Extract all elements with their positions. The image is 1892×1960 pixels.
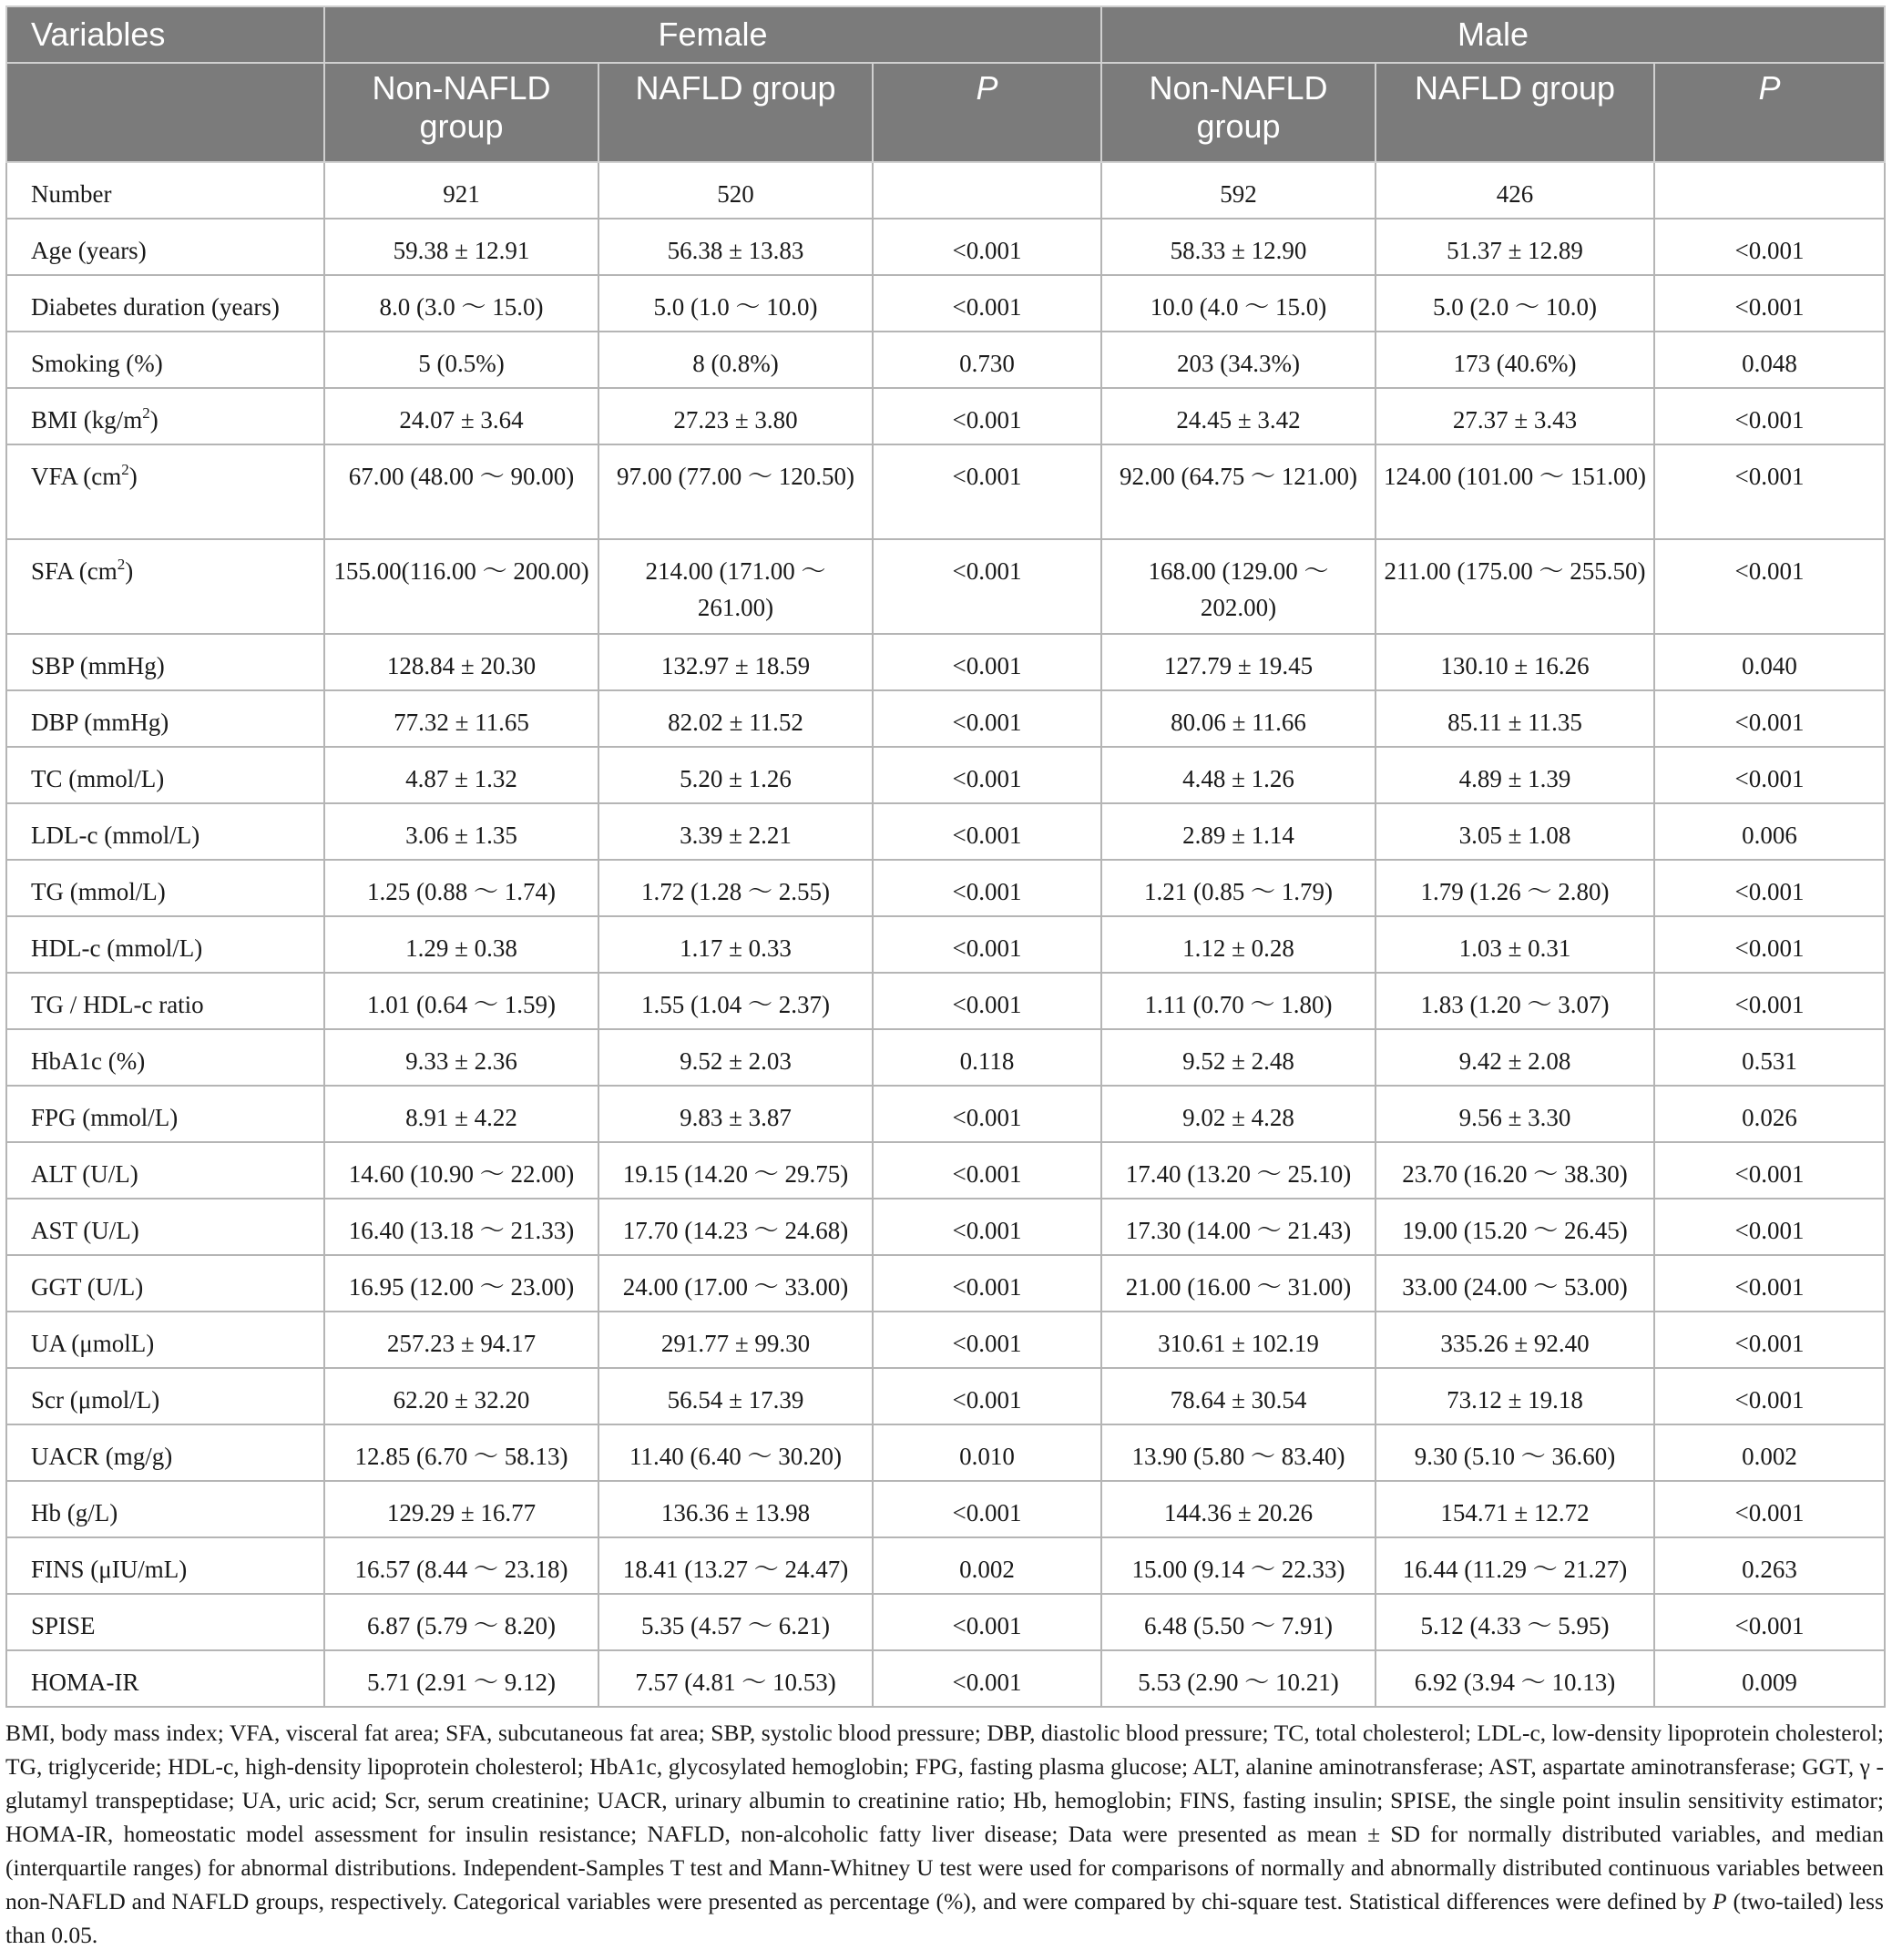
cell-male-p: <0.001 — [1654, 219, 1885, 275]
table-row — [6, 388, 1885, 444]
cell-male-p: <0.001 — [1654, 916, 1885, 973]
cell-male-non-nafld: 24.45 ± 3.42 — [1101, 388, 1376, 444]
cell-female-nafld: 27.23 ± 3.80 — [598, 388, 873, 444]
table-row — [6, 1199, 1885, 1255]
cell-male-nafld: 154.71 ± 12.72 — [1376, 1481, 1654, 1537]
row-label — [6, 690, 324, 747]
table-row — [6, 1312, 1885, 1368]
header-female-p: P — [873, 63, 1101, 162]
cell-female-non-nafld: 1.25 (0.88 ～ 1.74) — [324, 860, 598, 916]
cell-female-nafld: 1.55 (1.04 ～ 2.37) — [598, 973, 873, 1029]
table-row — [6, 1255, 1885, 1312]
row-label — [6, 1594, 324, 1650]
row-label — [6, 860, 324, 916]
row-label — [6, 747, 324, 803]
table-row — [6, 634, 1885, 690]
cell-male-p: 0.263 — [1654, 1537, 1885, 1594]
cell-male-non-nafld: 92.00 (64.75 ～ 121.00) — [1101, 444, 1376, 539]
cell-male-nafld: 6.92 (3.94 ～ 10.13) — [1376, 1650, 1654, 1707]
table-row — [6, 219, 1885, 275]
cell-female-nafld: 136.36 ± 13.98 — [598, 1481, 873, 1537]
cell-male-p: <0.001 — [1654, 1199, 1885, 1255]
cell-female-non-nafld: 16.57 (8.44 ～ 23.18) — [324, 1537, 598, 1594]
table-row — [6, 332, 1885, 388]
cell-male-nafld: 1.83 (1.20 ～ 3.07) — [1376, 973, 1654, 1029]
cell-female-non-nafld: 155.00(116.00 ～ 200.00) — [324, 539, 598, 634]
cell-male-nafld: 211.00 (175.00 ～ 255.50) — [1376, 539, 1654, 634]
cell-female-non-nafld: 921 — [324, 162, 598, 219]
cell-male-non-nafld: 5.53 (2.90 ～ 10.21) — [1101, 1650, 1376, 1707]
cell-female-nafld: 5.35 (4.57 ～ 6.21) — [598, 1594, 873, 1650]
table-row — [6, 1142, 1885, 1199]
cell-male-non-nafld: 1.12 ± 0.28 — [1101, 916, 1376, 973]
row-label — [6, 1255, 324, 1312]
table-row — [6, 1650, 1885, 1707]
row-label-text: LDL-c (mmol/L) — [31, 822, 200, 849]
row-label-text: TG (mmol/L) — [31, 878, 166, 905]
table-row — [6, 860, 1885, 916]
table-row — [6, 162, 1885, 219]
cell-male-non-nafld: 58.33 ± 12.90 — [1101, 219, 1376, 275]
row-label-text: FINS (μIU/mL) — [31, 1556, 188, 1583]
cell-male-p: <0.001 — [1654, 1368, 1885, 1424]
cell-male-p: <0.001 — [1654, 1312, 1885, 1368]
row-label — [6, 1142, 324, 1199]
row-label — [6, 539, 324, 634]
cell-male-non-nafld: 78.64 ± 30.54 — [1101, 1368, 1376, 1424]
table-row — [6, 747, 1885, 803]
header-group-female: Female — [324, 6, 1101, 63]
cell-female-nafld: 1.72 (1.28 ～ 2.55) — [598, 860, 873, 916]
cell-male-nafld: 73.12 ± 19.18 — [1376, 1368, 1654, 1424]
cell-male-non-nafld: 10.0 (4.0 ～ 15.0) — [1101, 275, 1376, 332]
row-label-suffix: ) — [149, 406, 159, 434]
cell-female-non-nafld: 8.0 (3.0 ～ 15.0) — [324, 275, 598, 332]
row-label — [6, 219, 324, 275]
cell-male-nafld: 4.89 ± 1.39 — [1376, 747, 1654, 803]
cell-female-p: <0.001 — [873, 1142, 1101, 1199]
row-label-text: HDL-c (mmol/L) — [31, 934, 203, 962]
table-row — [6, 1368, 1885, 1424]
header-male-nafld: NAFLD group — [1376, 63, 1654, 162]
row-label-text: HbA1c (%) — [31, 1047, 146, 1075]
cell-male-nafld: 51.37 ± 12.89 — [1376, 219, 1654, 275]
cell-female-p: <0.001 — [873, 539, 1101, 634]
cell-female-non-nafld: 128.84 ± 20.30 — [324, 634, 598, 690]
cell-female-nafld: 7.57 (4.81 ～ 10.53) — [598, 1650, 873, 1707]
cell-male-non-nafld: 168.00 (129.00 ～ 202.00) — [1101, 539, 1376, 634]
cell-female-p: <0.001 — [873, 1086, 1101, 1142]
row-label-text: SFA (cm — [31, 557, 118, 585]
cell-female-nafld: 8 (0.8%) — [598, 332, 873, 388]
cell-male-p: <0.001 — [1654, 747, 1885, 803]
row-label-text: Hb (g/L) — [31, 1499, 118, 1526]
cell-male-p: 0.002 — [1654, 1424, 1885, 1481]
cell-female-non-nafld: 9.33 ± 2.36 — [324, 1029, 598, 1086]
cell-female-p: <0.001 — [873, 1255, 1101, 1312]
cell-male-non-nafld: 310.61 ± 102.19 — [1101, 1312, 1376, 1368]
cell-male-non-nafld: 17.40 (13.20 ～ 25.10) — [1101, 1142, 1376, 1199]
row-label-text: VFA (cm — [31, 463, 122, 490]
cell-female-p: <0.001 — [873, 1199, 1101, 1255]
cell-male-non-nafld: 15.00 (9.14 ～ 22.33) — [1101, 1537, 1376, 1594]
cell-female-nafld: 5.0 (1.0 ～ 10.0) — [598, 275, 873, 332]
cell-female-non-nafld: 5.71 (2.91 ～ 9.12) — [324, 1650, 598, 1707]
table-row — [6, 444, 1885, 539]
cell-male-nafld: 1.79 (1.26 ～ 2.80) — [1376, 860, 1654, 916]
cell-female-non-nafld: 59.38 ± 12.91 — [324, 219, 598, 275]
row-label-suffix: ) — [125, 557, 134, 585]
cell-female-p: 0.010 — [873, 1424, 1101, 1481]
cell-male-non-nafld: 592 — [1101, 162, 1376, 219]
cell-female-nafld: 9.52 ± 2.03 — [598, 1029, 873, 1086]
cell-female-p — [873, 162, 1101, 219]
row-label-text: AST (U/L) — [31, 1217, 139, 1244]
cell-male-non-nafld: 21.00 (16.00 ～ 31.00) — [1101, 1255, 1376, 1312]
cell-male-p: <0.001 — [1654, 275, 1885, 332]
cell-male-p: 0.006 — [1654, 803, 1885, 860]
footnote-text-end: (two-tailed) less than 0.05. — [5, 1888, 1884, 1948]
row-label — [6, 1029, 324, 1086]
cell-male-nafld: 173 (40.6%) — [1376, 332, 1654, 388]
row-label — [6, 275, 324, 332]
cell-male-p: 0.009 — [1654, 1650, 1885, 1707]
cell-male-p: 0.531 — [1654, 1029, 1885, 1086]
cell-female-p: <0.001 — [873, 219, 1101, 275]
cell-male-nafld: 9.30 (5.10 ～ 36.60) — [1376, 1424, 1654, 1481]
cell-male-non-nafld: 13.90 (5.80 ～ 83.40) — [1101, 1424, 1376, 1481]
cell-female-non-nafld: 77.32 ± 11.65 — [324, 690, 598, 747]
cell-female-p: 0.118 — [873, 1029, 1101, 1086]
cell-male-nafld: 335.26 ± 92.40 — [1376, 1312, 1654, 1368]
row-label-text: SBP (mmHg) — [31, 652, 165, 679]
cell-male-p: <0.001 — [1654, 860, 1885, 916]
row-label-text: FPG (mmol/L) — [31, 1104, 179, 1131]
cell-female-nafld: 82.02 ± 11.52 — [598, 690, 873, 747]
cell-female-nafld: 3.39 ± 2.21 — [598, 803, 873, 860]
table-row — [6, 973, 1885, 1029]
cell-female-p: <0.001 — [873, 1594, 1101, 1650]
table-row — [6, 803, 1885, 860]
cell-male-non-nafld: 2.89 ± 1.14 — [1101, 803, 1376, 860]
cell-female-nafld: 97.00 (77.00 ～ 120.50) — [598, 444, 873, 539]
table-row — [6, 275, 1885, 332]
row-label — [6, 1481, 324, 1537]
cell-male-non-nafld: 203 (34.3%) — [1101, 332, 1376, 388]
table-row — [6, 1424, 1885, 1481]
row-label — [6, 803, 324, 860]
cell-female-p: <0.001 — [873, 803, 1101, 860]
cell-female-non-nafld: 4.87 ± 1.32 — [324, 747, 598, 803]
cell-male-p: 0.040 — [1654, 634, 1885, 690]
cell-female-non-nafld: 257.23 ± 94.17 — [324, 1312, 598, 1368]
cell-female-p: <0.001 — [873, 690, 1101, 747]
cell-female-nafld: 19.15 (14.20 ～ 29.75) — [598, 1142, 873, 1199]
cell-male-p: <0.001 — [1654, 1142, 1885, 1199]
row-label-text: DBP (mmHg) — [31, 709, 169, 736]
row-label-text: HOMA-IR — [31, 1669, 139, 1696]
cell-male-p: <0.001 — [1654, 388, 1885, 444]
row-label — [6, 332, 324, 388]
cell-female-non-nafld: 129.29 ± 16.77 — [324, 1481, 598, 1537]
table-row — [6, 539, 1885, 634]
cell-female-non-nafld: 3.06 ± 1.35 — [324, 803, 598, 860]
header-group-male: Male — [1101, 6, 1885, 63]
cell-female-non-nafld: 8.91 ± 4.22 — [324, 1086, 598, 1142]
cell-female-nafld: 1.17 ± 0.33 — [598, 916, 873, 973]
cell-male-p: <0.001 — [1654, 1481, 1885, 1537]
row-label-text: Diabetes duration (years) — [31, 293, 280, 321]
table-container — [5, 5, 1884, 1708]
cell-male-nafld: 130.10 ± 16.26 — [1376, 634, 1654, 690]
table-footnote — [5, 1716, 1884, 1952]
cell-male-nafld: 23.70 (16.20 ～ 38.30) — [1376, 1142, 1654, 1199]
cell-female-p: <0.001 — [873, 1312, 1101, 1368]
cell-female-nafld: 56.54 ± 17.39 — [598, 1368, 873, 1424]
cell-female-p: <0.001 — [873, 973, 1101, 1029]
table-row — [6, 1481, 1885, 1537]
row-label-superscript: 2 — [121, 461, 129, 478]
cell-female-nafld: 132.97 ± 18.59 — [598, 634, 873, 690]
cell-female-nafld: 18.41 (13.27 ～ 24.47) — [598, 1537, 873, 1594]
row-label — [6, 388, 324, 444]
baseline-characteristics-table — [5, 5, 1886, 1708]
cell-male-nafld: 426 — [1376, 162, 1654, 219]
row-label — [6, 1086, 324, 1142]
cell-female-p: 0.730 — [873, 332, 1101, 388]
row-label-text: ALT (U/L) — [31, 1160, 138, 1188]
row-label — [6, 916, 324, 973]
cell-male-nafld: 85.11 ± 11.35 — [1376, 690, 1654, 747]
cell-female-p: <0.001 — [873, 1481, 1101, 1537]
header-female-non-nafld: Non-NAFLD group — [324, 63, 598, 162]
cell-male-nafld: 27.37 ± 3.43 — [1376, 388, 1654, 444]
table-row — [6, 1537, 1885, 1594]
table-row — [6, 1029, 1885, 1086]
header-blank — [6, 63, 324, 162]
row-label-superscript: 2 — [142, 404, 150, 422]
cell-female-p: <0.001 — [873, 1650, 1101, 1707]
cell-female-non-nafld: 5 (0.5%) — [324, 332, 598, 388]
cell-male-non-nafld: 17.30 (14.00 ～ 21.43) — [1101, 1199, 1376, 1255]
cell-male-nafld: 16.44 (11.29 ～ 21.27) — [1376, 1537, 1654, 1594]
header-row-subgroups — [6, 63, 1885, 162]
row-label — [6, 1199, 324, 1255]
cell-male-p: <0.001 — [1654, 1255, 1885, 1312]
row-label-text: SPISE — [31, 1612, 96, 1639]
cell-male-nafld: 124.00 (101.00 ～ 151.00) — [1376, 444, 1654, 539]
cell-male-nafld: 5.0 (2.0 ～ 10.0) — [1376, 275, 1654, 332]
cell-female-non-nafld: 12.85 (6.70 ～ 58.13) — [324, 1424, 598, 1481]
cell-female-non-nafld: 16.95 (12.00 ～ 23.00) — [324, 1255, 598, 1312]
row-label — [6, 1424, 324, 1481]
cell-female-p: <0.001 — [873, 916, 1101, 973]
cell-male-nafld: 33.00 (24.00 ～ 53.00) — [1376, 1255, 1654, 1312]
cell-female-nafld: 5.20 ± 1.26 — [598, 747, 873, 803]
row-label-text: Scr (μmol/L) — [31, 1386, 160, 1414]
header-male-non-nafld: Non-NAFLD group — [1101, 63, 1376, 162]
row-label-text: UACR (mg/g) — [31, 1443, 173, 1470]
row-label-text: UA (μmolL) — [31, 1330, 155, 1357]
table-row — [6, 1086, 1885, 1142]
header-row-groups — [6, 6, 1885, 63]
cell-male-non-nafld: 6.48 (5.50 ～ 7.91) — [1101, 1594, 1376, 1650]
cell-female-p: <0.001 — [873, 860, 1101, 916]
cell-male-nafld: 3.05 ± 1.08 — [1376, 803, 1654, 860]
cell-male-p: <0.001 — [1654, 1594, 1885, 1650]
footnote-p-letter: P — [1713, 1888, 1727, 1914]
cell-female-nafld: 9.83 ± 3.87 — [598, 1086, 873, 1142]
row-label-text: Smoking (%) — [31, 350, 163, 377]
cell-male-non-nafld: 9.52 ± 2.48 — [1101, 1029, 1376, 1086]
row-label-text: TG / HDL-c ratio — [31, 991, 204, 1018]
cell-female-non-nafld: 1.29 ± 0.38 — [324, 916, 598, 973]
row-label — [6, 973, 324, 1029]
table-row — [6, 1594, 1885, 1650]
row-label-text: GGT (U/L) — [31, 1273, 144, 1301]
header-male-p: P — [1654, 63, 1885, 162]
cell-male-p: <0.001 — [1654, 973, 1885, 1029]
row-label — [6, 634, 324, 690]
cell-female-nafld: 11.40 (6.40 ～ 30.20) — [598, 1424, 873, 1481]
cell-male-nafld: 9.42 ± 2.08 — [1376, 1029, 1654, 1086]
row-label — [6, 1368, 324, 1424]
table-body — [6, 162, 1885, 1707]
header-female-nafld: NAFLD group — [598, 63, 873, 162]
cell-male-p — [1654, 162, 1885, 219]
cell-female-p: <0.001 — [873, 388, 1101, 444]
row-label-text: Age (years) — [31, 237, 147, 264]
cell-male-non-nafld: 1.11 (0.70 ～ 1.80) — [1101, 973, 1376, 1029]
cell-female-non-nafld: 6.87 (5.79 ～ 8.20) — [324, 1594, 598, 1650]
cell-male-p: <0.001 — [1654, 539, 1885, 634]
cell-male-non-nafld: 80.06 ± 11.66 — [1101, 690, 1376, 747]
cell-male-non-nafld: 1.21 (0.85 ～ 1.79) — [1101, 860, 1376, 916]
cell-female-p: <0.001 — [873, 275, 1101, 332]
row-label — [6, 162, 324, 219]
cell-female-nafld: 291.77 ± 99.30 — [598, 1312, 873, 1368]
cell-female-non-nafld: 1.01 (0.64 ～ 1.59) — [324, 973, 598, 1029]
row-label-superscript: 2 — [117, 556, 126, 573]
cell-male-nafld: 9.56 ± 3.30 — [1376, 1086, 1654, 1142]
table-row — [6, 916, 1885, 973]
cell-male-p: <0.001 — [1654, 444, 1885, 539]
footnote-text: BMI, body mass index; VFA, visceral fat area; SFA, subcutaneous fat area; SBP, systolic blood pressure; DBP, diastolic blood pressure; TC, total cholesterol; LDL-c, low-density lipoprotein cholesterol; TG, triglyceride; HDL-c, high-density lipoprotein cholesterol; HbA1c, glycosylated hemoglobin; FPG, fasting plasma glucose; ALT, alanine aminotransferase; AST, aspartate aminotransferase; GGT, γ - glutamyl transpeptidase; UA, uric acid; Scr, serum creatinine; UACR, urinary albumin to creatinine ratio; Hb, hemoglobin; FINS, fasting insulin; SPISE, the single point insulin sensitivity estimator; HOMA-IR, homeostatic model assessment for insulin resistance; NAFLD, non-alcoholic fatty liver disease; Data were presented as mean ± SD for normally distributed variables, and median (interquartile ranges) for abnormal distributions. Independent-Samples T test and Mann-Whitney U test were used for comparisons of normally and abnormally distributed continuous variables between non-NAFLD and NAFLD groups, respectively. Categorical variables were presented as percentage (%), and were compared by chi-square test. Statistical differences were defined by — [5, 1720, 1884, 1914]
cell-male-non-nafld: 127.79 ± 19.45 — [1101, 634, 1376, 690]
cell-male-p: 0.026 — [1654, 1086, 1885, 1142]
cell-female-nafld: 520 — [598, 162, 873, 219]
cell-female-non-nafld: 14.60 (10.90 ～ 22.00) — [324, 1142, 598, 1199]
row-label-text: Number — [31, 180, 112, 208]
cell-male-p: <0.001 — [1654, 690, 1885, 747]
cell-male-nafld: 19.00 (15.20 ～ 26.45) — [1376, 1199, 1654, 1255]
cell-female-non-nafld: 16.40 (13.18 ～ 21.33) — [324, 1199, 598, 1255]
cell-female-nafld: 24.00 (17.00 ～ 33.00) — [598, 1255, 873, 1312]
cell-male-p: 0.048 — [1654, 332, 1885, 388]
cell-male-non-nafld: 144.36 ± 20.26 — [1101, 1481, 1376, 1537]
cell-female-p: <0.001 — [873, 1368, 1101, 1424]
header-variables: Variables — [6, 6, 324, 63]
cell-female-non-nafld: 67.00 (48.00 ～ 90.00) — [324, 444, 598, 539]
cell-female-non-nafld: 24.07 ± 3.64 — [324, 388, 598, 444]
cell-female-p: <0.001 — [873, 634, 1101, 690]
cell-female-nafld: 56.38 ± 13.83 — [598, 219, 873, 275]
cell-female-nafld: 17.70 (14.23 ～ 24.68) — [598, 1199, 873, 1255]
table-row — [6, 690, 1885, 747]
cell-male-nafld: 5.12 (4.33 ～ 5.95) — [1376, 1594, 1654, 1650]
cell-female-p: <0.001 — [873, 747, 1101, 803]
row-label — [6, 1312, 324, 1368]
row-label-text: TC (mmol/L) — [31, 765, 165, 792]
row-label-text: BMI (kg/m — [31, 406, 143, 434]
cell-female-p: <0.001 — [873, 444, 1101, 539]
cell-male-non-nafld: 4.48 ± 1.26 — [1101, 747, 1376, 803]
row-label — [6, 444, 324, 539]
row-label-suffix: ) — [128, 463, 138, 490]
cell-female-p: 0.002 — [873, 1537, 1101, 1594]
row-label — [6, 1537, 324, 1594]
row-label — [6, 1650, 324, 1707]
cell-male-nafld: 1.03 ± 0.31 — [1376, 916, 1654, 973]
cell-female-nafld: 214.00 (171.00 ～ 261.00) — [598, 539, 873, 634]
cell-female-non-nafld: 62.20 ± 32.20 — [324, 1368, 598, 1424]
cell-male-non-nafld: 9.02 ± 4.28 — [1101, 1086, 1376, 1142]
